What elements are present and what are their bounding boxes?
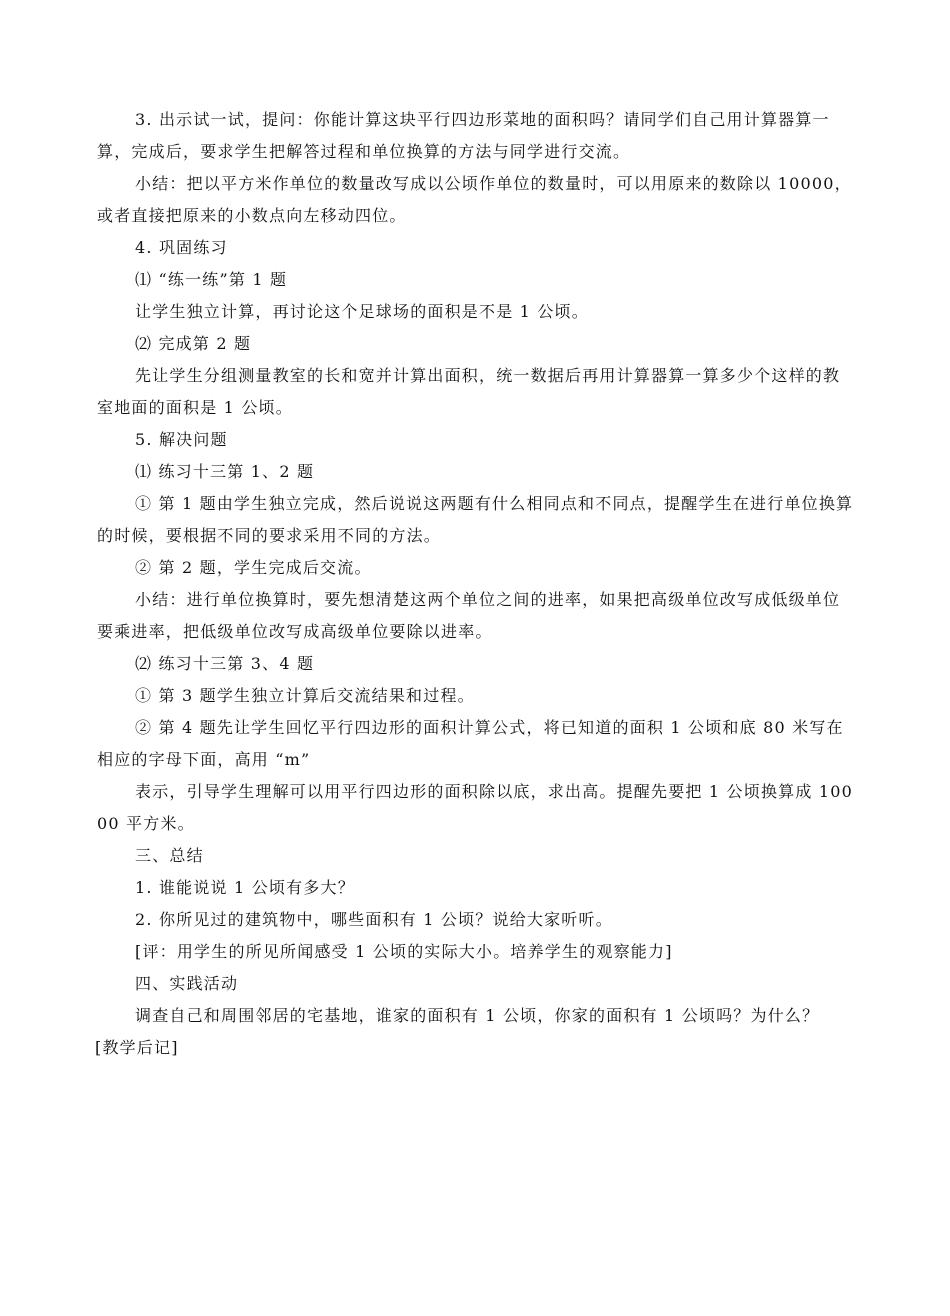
paragraph-summary-1: 小结：把以平方米作单位的数量改写成以公顷作单位的数量时，可以用原来的数除以 10000，或者直接把原来的小数点向左移动四位。 [97, 174, 852, 225]
heading-consolidation-practice: 4. 巩固练习 [135, 238, 228, 257]
paragraph-question-4-continued: 表示，引导学生理解可以用平行四边形的面积除以底，求出高。提醒先要把 1 公顷换算成 10000 平方米。 [97, 782, 853, 833]
paragraph-comment: [评：用学生的所见所闻感受 1 公顷的实际大小。培养学生的观察能力] [135, 942, 673, 961]
item-summary-q2: 2. 你所见过的建筑物中，哪些面积有 1 公顷？说给大家听听。 [135, 910, 613, 929]
item-practice-2: ⑵ 完成第 2 题 [135, 334, 252, 353]
paragraph-classroom-measure: 先让学生分组测量教室的长和宽并计算出面积，统一数据后再用计算器算一算多少个这样的教室地面的面积是 1 公顷。 [97, 366, 841, 417]
heading-summary-section: 三、总结 [135, 846, 204, 865]
paragraph-question-3: ① 第 3 题学生独立计算后交流结果和过程。 [135, 686, 475, 705]
heading-practice-activity: 四、实践活动 [135, 974, 239, 993]
item-practice-1: ⑴ “练一练”第 1 题 [135, 270, 288, 289]
item-exercise-13-q1-2: ⑴ 练习十三第 1、2 题 [135, 462, 315, 481]
item-exercise-13-q3-4: ⑵ 练习十三第 3、4 题 [135, 654, 315, 673]
paragraph-question-4: ② 第 4 题先让学生回忆平行四边形的面积计算公式，将已知道的面积 1 公顷和底 80 米写在相应的字母下面，高用 “m” [97, 718, 844, 769]
heading-teaching-notes: [教学后记] [95, 1038, 179, 1057]
item-summary-q1: 1. 谁能说说 1 公顷有多大？ [135, 878, 355, 897]
document-body [97, 104, 857, 1064]
paragraph-football-field: 让学生独立计算，再讨论这个足球场的面积是不是 1 公顷。 [135, 302, 589, 321]
paragraph-survey-task: 调查自己和周围邻居的宅基地，谁家的面积有 1 公顷，你家的面积有 1 公顷吗？为什么？ [135, 1006, 820, 1025]
heading-solve-problems: 5. 解决问题 [135, 430, 228, 449]
paragraph-trial-question: 3. 出示试一试，提问：你能计算这块平行四边形菜地的面积吗？请同学们自己用计算器算一算，完成后，要求学生把解答过程和单位换算的方法与同学进行交流。 [97, 110, 830, 161]
paragraph-question-2: ② 第 2 题，学生完成后交流。 [135, 558, 372, 577]
paragraph-question-1: ① 第 1 题由学生独立完成，然后说说这两题有什么相同点和不同点，提醒学生在进行单位换算的时候，要根据不同的要求采用不同的方法。 [97, 494, 854, 545]
paragraph-summary-2: 小结：进行单位换算时，要先想清楚这两个单位之间的进率，如果把高级单位改写成低级单位要乘进率，把低级单位改写成高级单位要除以进率。 [97, 590, 841, 641]
